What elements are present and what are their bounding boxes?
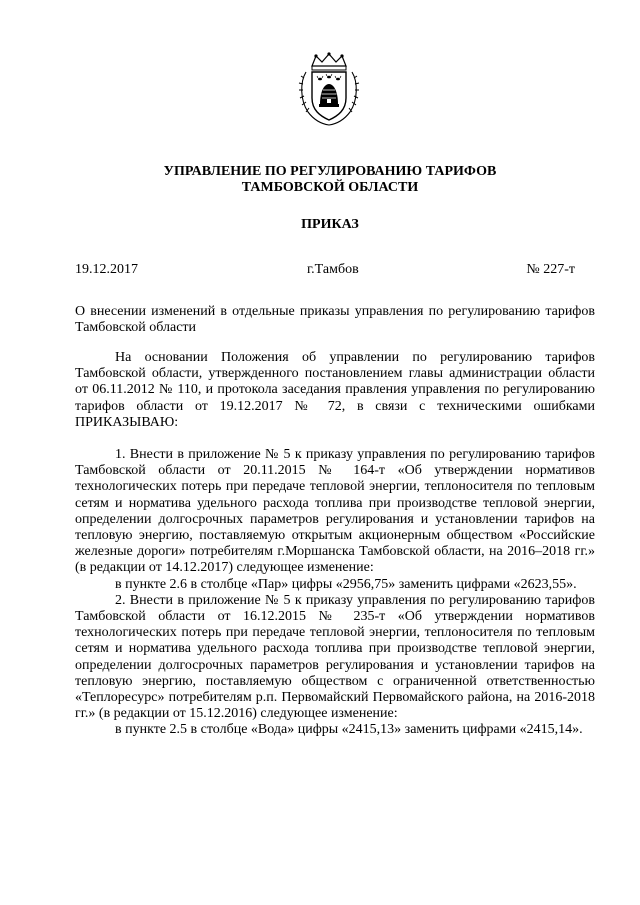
- document-number: № 227-т: [526, 262, 575, 277]
- document-meta-row: [75, 262, 575, 278]
- tambov-coat-of-arms-icon: [298, 52, 360, 126]
- organization-title-line2: ТАМБОВСКОЙ ОБЛАСТИ: [241, 180, 419, 195]
- document-date: 19.12.2017: [75, 262, 138, 277]
- document-subject: О внесении изменений в отдельные приказы управления по регулированию тарифов Тамбовской области: [75, 304, 595, 335]
- item-1-paragraph: 1. Внести в приложение № 5 к приказу управления по регулированию тарифов Тамбовской области от 20.11.2015 № 164-т «Об утверждении нормативов технологических потерь при передаче тепловой энергии, теплоносителя по тепловым сетям и норматива удельного расхода топлива при производстве тепловой энергии, определении долгосрочных параметров регулирования и установлении тарифов на тепловую энергию, поставляемую открытым акционерным обществом «Российские железные дороги» потребителям г.Моршанска Тамбовской области, на 2016–2018 гг.» (в редакции от 14.12.2017) следующее изменение:: [75, 447, 595, 576]
- document-type-title: ПРИКАЗ: [301, 217, 359, 232]
- document-body: [75, 350, 595, 739]
- document-city: г.Тамбов: [307, 262, 359, 277]
- paragraph-spacer: [75, 431, 595, 447]
- organization-title-line1: УПРАВЛЕНИЕ ПО РЕГУЛИРОВАНИЮ ТАРИФОВ: [163, 164, 497, 179]
- item-1-change-paragraph: в пункте 2.6 в столбце «Пар» цифры «2956,75» заменить цифрами «2623,55».: [115, 576, 577, 592]
- item-2-change-paragraph: в пункте 2.5 в столбце «Вода» цифры «2415,13» заменить цифрами «2415,14».: [115, 722, 583, 738]
- item-2-paragraph: 2. Внести в приложение № 5 к приказу управления по регулированию тарифов Тамбовской области от 16.12.2015 № 235-т «Об утверждении нормативов технологических потерь при передаче тепловой энергии, теплоносителя по тепловым сетям и норматива удельного расхода топлива при производстве тепловой энергии, определении долгосрочных параметров регулирования и установлении тарифов на тепловую энергию, поставляемую обществом с ограниченной ответственностью «Теплоресурс» потребителям р.п. Первомайский Первомайского района, на 2016-2018 гг.» (в редакции от 15.12.2016) следующее изменение:: [75, 592, 595, 722]
- preamble-paragraph: На основании Положения об управлении по регулированию тарифов Тамбовской области, утвержденного постановлением главы администрации области от 06.11.2012 № 110, и протокола заседания правления управления по регулированию тарифов области от 19.12.2017 № 72, в связи с техническими ошибками ПРИКАЗЫВАЮ:: [75, 350, 595, 430]
